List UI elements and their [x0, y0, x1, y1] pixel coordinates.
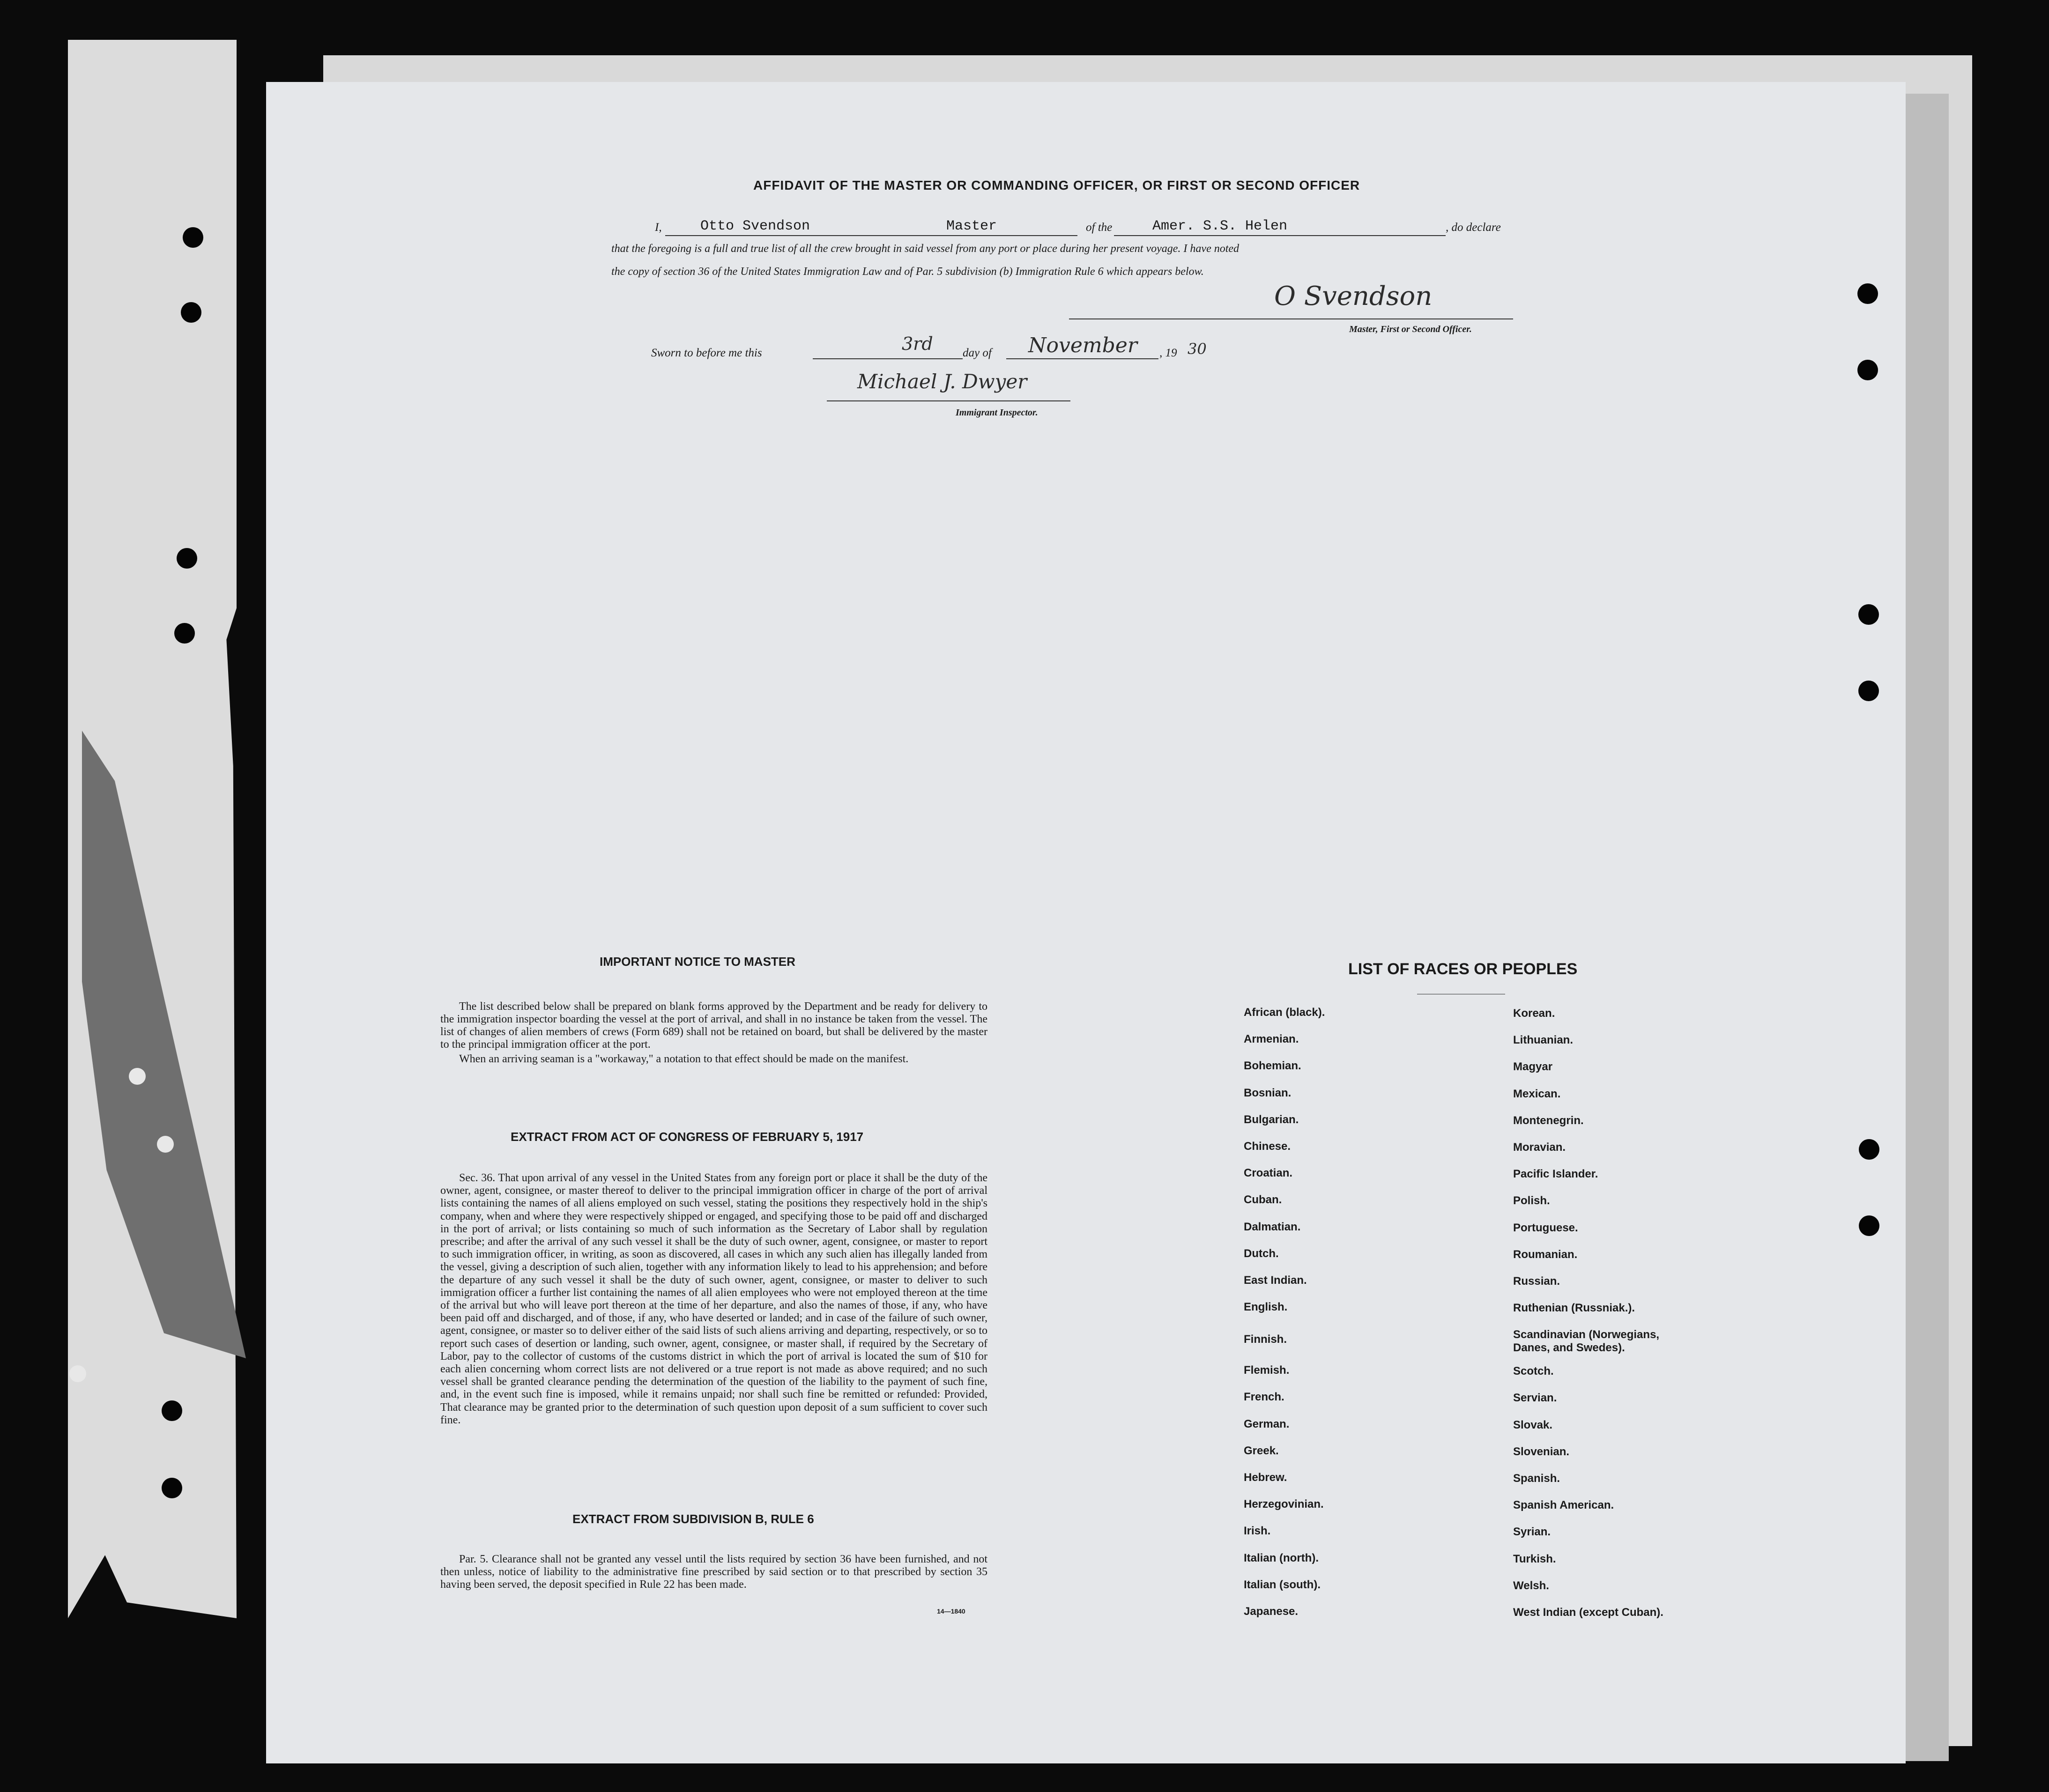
race-item: Hebrew.	[1244, 1471, 1287, 1484]
race-item: Lithuanian.	[1513, 1034, 1573, 1047]
race-item: Pacific Islander.	[1513, 1168, 1598, 1181]
race-item: Chinese.	[1244, 1140, 1291, 1153]
race-item: West Indian (except Cuban).	[1513, 1606, 1663, 1619]
race-item: Italian (north).	[1244, 1551, 1319, 1564]
race-item: Russian.	[1513, 1274, 1560, 1288]
master-signature: O Svendson	[1274, 281, 1433, 311]
notice-title: IMPORTANT NOTICE TO MASTER	[600, 955, 795, 969]
race-item: Bosnian.	[1244, 1086, 1292, 1099]
race-item: French.	[1244, 1391, 1284, 1404]
race-item: Welsh.	[1513, 1579, 1549, 1592]
punch-hole	[129, 1068, 146, 1085]
race-item: East Indian.	[1244, 1274, 1307, 1287]
race-item: Croatian.	[1244, 1167, 1293, 1180]
master-rank: Master	[946, 218, 997, 234]
sworn-month: November	[1028, 333, 1137, 357]
notice-body	[440, 1000, 987, 1066]
name-line	[665, 235, 1077, 236]
race-item: English.	[1244, 1301, 1288, 1314]
race-item: Montenegrin.	[1513, 1114, 1584, 1127]
sec36-paragraph: Sec. 36. That upon arrival of any vessel in the United States from any foreign port or place it shall be the duty of the owner, agent, consignee, or master thereof to deliver to the principal immigration officer in charge of the port of arrival lists containing the names of all aliens employed on such vessel, stating the positions they respectively hold in the ship's company, when and where they were respectively shipped or engaged, and specifying those to be paid off and discharged in the port of arrival; or lists containing so much of such information as the Secretary of Labor shall by regulation prescribe; and after the arrival of any such vessel it shall be the duty of such owner, agent, consignee, or master to report to such immigration officer, in writing, as soon as discovered, all cases in which any such alien has illegally landed from the vessel, giving a description of such alien, together with any information likely to lead to his apprehension; and before the departure of any such vessel it shall be the duty of such owner, agent, consignee, or master to deliver to such immigration officer a further list containing the names of all alien employees who were not employed thereon at the time of the arrival but who will leave port thereon at the time of her departure, and also the names of those, if any, who have been paid off and discharged, and of those, if any, who have deserted or landed; and in case of the failure of such owner, agent, consignee, or master so to deliver either of the said lists of such aliens arriving and departing, respectively, or so to report such cases of desertion or landing, such owner, agent, consignee, or master shall, if required by the Secretary of Labor, pay to the collector of customs of the customs district in which the port of arrival is located the sum of $10 for each alien concerning whom correct lists are not delivered or a true report is not made as above required; and no such vessel shall be granted clearance pending the determination of the question of the liability to the payment of such fine, and, in the event such fine is imposed, while it remains unpaid; nor shall such fine be remitted or refunded: Provided, That clearance may be granted prior to the determination of such question upon deposit of a sum sufficient to cover such fine.	[440, 1172, 987, 1426]
race-item: Slovak.	[1513, 1418, 1553, 1431]
races-right-column	[1513, 1007, 1696, 1633]
race-item: Syrian.	[1513, 1525, 1551, 1539]
race-item: Slovenian.	[1513, 1445, 1570, 1458]
race-item: Greek.	[1244, 1444, 1279, 1457]
sworn-day: 3rd	[902, 333, 933, 354]
vessel-line	[1114, 235, 1446, 236]
affidavit-line-2: that the foregoing is a full and true list of all the crew brought in said vessel from any port or place during her present voyage. I have noted	[611, 243, 1240, 255]
inspector-signature: Michael J. Dwyer	[857, 370, 1027, 393]
punch-hole	[181, 302, 201, 323]
race-item: Irish.	[1244, 1525, 1271, 1538]
sworn-month-line	[1006, 358, 1158, 359]
extract-2-title: EXTRACT FROM SUBDIVISION B, RULE 6	[572, 1512, 814, 1526]
races-title: LIST OF RACES OR PEOPLES	[1348, 960, 1578, 978]
year-suffix: 30	[1188, 340, 1207, 358]
race-item: Korean.	[1513, 1007, 1555, 1020]
race-item: Cuban.	[1244, 1193, 1282, 1207]
race-item: Bulgarian.	[1244, 1113, 1299, 1126]
inspector-line	[827, 400, 1070, 401]
race-item: Portuguese.	[1513, 1221, 1578, 1234]
punch-hole	[1859, 1139, 1879, 1160]
inspector-caption: Immigrant Inspector.	[956, 407, 1038, 418]
punch-hole	[1858, 604, 1879, 625]
race-item: Servian.	[1513, 1392, 1557, 1405]
race-item: Magyar	[1513, 1060, 1553, 1074]
master-name: Otto Svendson	[700, 218, 810, 234]
sworn-day-line	[813, 358, 963, 359]
signature-line	[1069, 318, 1513, 319]
notice-paragraph-2: When an arriving seaman is a "workaway," a notation to that effect should be made on the manifest.	[459, 1053, 909, 1065]
races-left-column	[1244, 1006, 1459, 1632]
race-item: German.	[1244, 1417, 1290, 1430]
race-item: Polish.	[1513, 1194, 1550, 1207]
race-item: Moravian.	[1513, 1140, 1566, 1154]
race-item: Scotch.	[1513, 1365, 1554, 1378]
punch-hole	[69, 1365, 86, 1382]
race-item: Italian (south).	[1244, 1578, 1321, 1591]
race-item: Ruthenian (Russniak.).	[1513, 1302, 1635, 1315]
race-item: Spanish.	[1513, 1472, 1560, 1485]
punch-hole	[174, 623, 195, 644]
race-item: Mexican.	[1513, 1087, 1561, 1100]
vessel-name: Amer. S.S. Helen	[1152, 218, 1288, 234]
signature-caption: Master, First or Second Officer.	[1349, 324, 1472, 334]
affidavit-title: AFFIDAVIT OF THE MASTER OR COMMANDING OFFICER, OR FIRST OR SECOND OFFICER	[753, 178, 1360, 193]
race-item: Flemish.	[1244, 1364, 1290, 1377]
race-item: African (black).	[1244, 1006, 1325, 1019]
sworn-label: Sworn to before me this	[651, 347, 762, 359]
punch-hole	[1859, 1215, 1879, 1236]
form-number: 14—1840	[937, 1607, 965, 1615]
punch-hole	[162, 1478, 182, 1498]
sec36-body	[440, 1172, 987, 1427]
declare-label: , do declare	[1446, 221, 1501, 234]
race-item: Bohemian.	[1244, 1059, 1301, 1073]
race-item: Dalmatian.	[1244, 1220, 1301, 1233]
punch-hole	[157, 1136, 174, 1153]
race-item: Herzegovinian.	[1244, 1498, 1324, 1511]
extract-1-title: EXTRACT FROM ACT OF CONGRESS OF FEBRUARY 5, 1917	[511, 1130, 864, 1144]
race-item: Dutch.	[1244, 1247, 1279, 1260]
affidavit-i-label: I,	[655, 221, 662, 234]
punch-hole	[183, 227, 203, 248]
race-item: Roumanian.	[1513, 1248, 1578, 1261]
affidavit-line-3: the copy of section 36 of the United States Immigration Law and of Par. 5 subdivision (b) Immigration Rule 6 which appears below.	[611, 266, 1204, 278]
of-the-label: of the	[1086, 221, 1113, 234]
year-prefix: , 19	[1159, 347, 1177, 359]
race-item: Spanish American.	[1513, 1499, 1614, 1512]
punch-hole	[1857, 360, 1878, 380]
day-of-label: day of	[963, 347, 992, 359]
race-item: Scandinavian (Norwegians, Danes, and Swedes).	[1513, 1328, 1660, 1355]
punch-hole	[1857, 283, 1878, 304]
punch-hole	[162, 1400, 182, 1421]
race-item: Armenian.	[1244, 1033, 1299, 1046]
race-item: Finnish.	[1244, 1333, 1287, 1346]
punch-hole	[177, 548, 197, 569]
notice-paragraph-1: The list described below shall be prepared on blank forms approved by the Department and be ready for delivery to the immigration inspector boarding the vessel at the port of arrival, and shall in no instance be taken from the vessel. The list of changes of alien members of crews (Form 689) shall not be retained on board, but shall be delivered by the master to the principal immigration officer at the port.	[440, 1000, 987, 1051]
race-item: Turkish.	[1513, 1552, 1556, 1565]
race-item: Japanese.	[1244, 1605, 1299, 1618]
punch-hole	[1858, 681, 1879, 701]
par5-body	[440, 1553, 987, 1591]
par5-paragraph: Par. 5. Clearance shall not be granted any vessel until the lists required by section 36 have been furnished, and not then unless, notice of liability to the administrative fine prescribed by said section or to that prescribed by section 35 having been served, the deposit specified in Rule 22 has been made.	[440, 1553, 987, 1591]
